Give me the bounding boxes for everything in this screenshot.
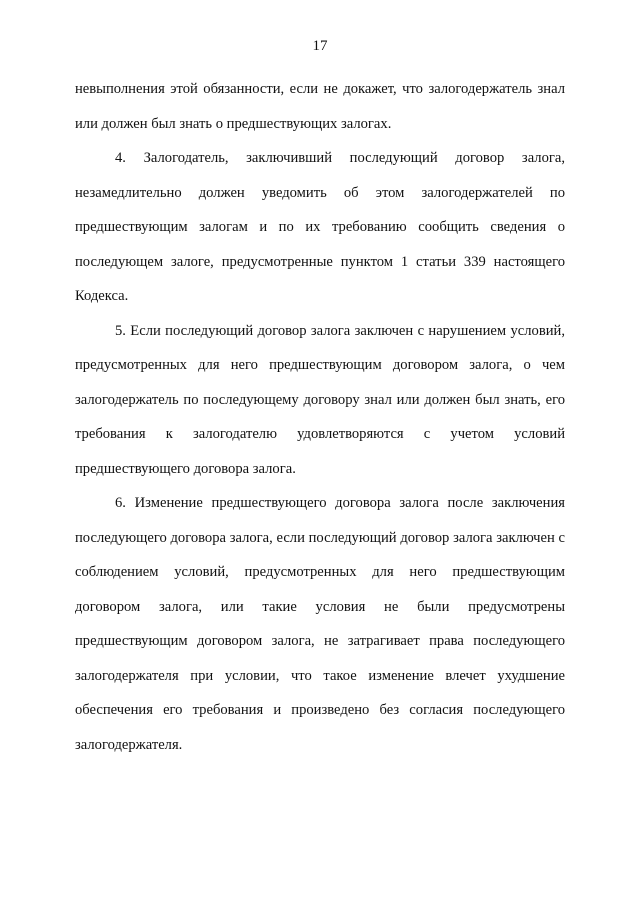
paragraph-item-4: 4. Залогодатель, заключивший последующий договор залога, незамедлительно должен уведомить об этом залогодержателей по предшествующим залогам и по их требованию сообщить сведения о последующем залоге, предусмотренные пунктом 1 статьи 339 настоящего Кодекса. bbox=[75, 150, 565, 304]
page-number: 17 bbox=[312, 38, 328, 54]
paragraph-item-6: 6. Изменение предшествующего договора залога после заключения последующего договора залога, если последующий договор залога заключен с соблюдением условий, предусмотренных для него предшествующим договором залога, или такие условия не были предусмотрены предшествующим договором залога, не затрагивает права последующего залогодержателя при условии, что такое изменение влечет ухудшение обеспечения его требования и произведено без согласия последующего залогодержателя. bbox=[75, 495, 565, 753]
paragraph-item-5: 5. Если последующий договор залога заключен с нарушением условий, предусмотренных для него предшествующим договором залога, о чем залогодержатель по последующему договору знал или должен был знать, его требования к залогодателю удовлетворяются с учетом условий предшествующего договора залога. bbox=[75, 322, 565, 477]
paragraph-continuation: невыполнения этой обязанности, если не докажет, что залогодержатель знал или должен был знать о предшествующих залогах. bbox=[75, 81, 565, 132]
document-body bbox=[75, 72, 565, 762]
